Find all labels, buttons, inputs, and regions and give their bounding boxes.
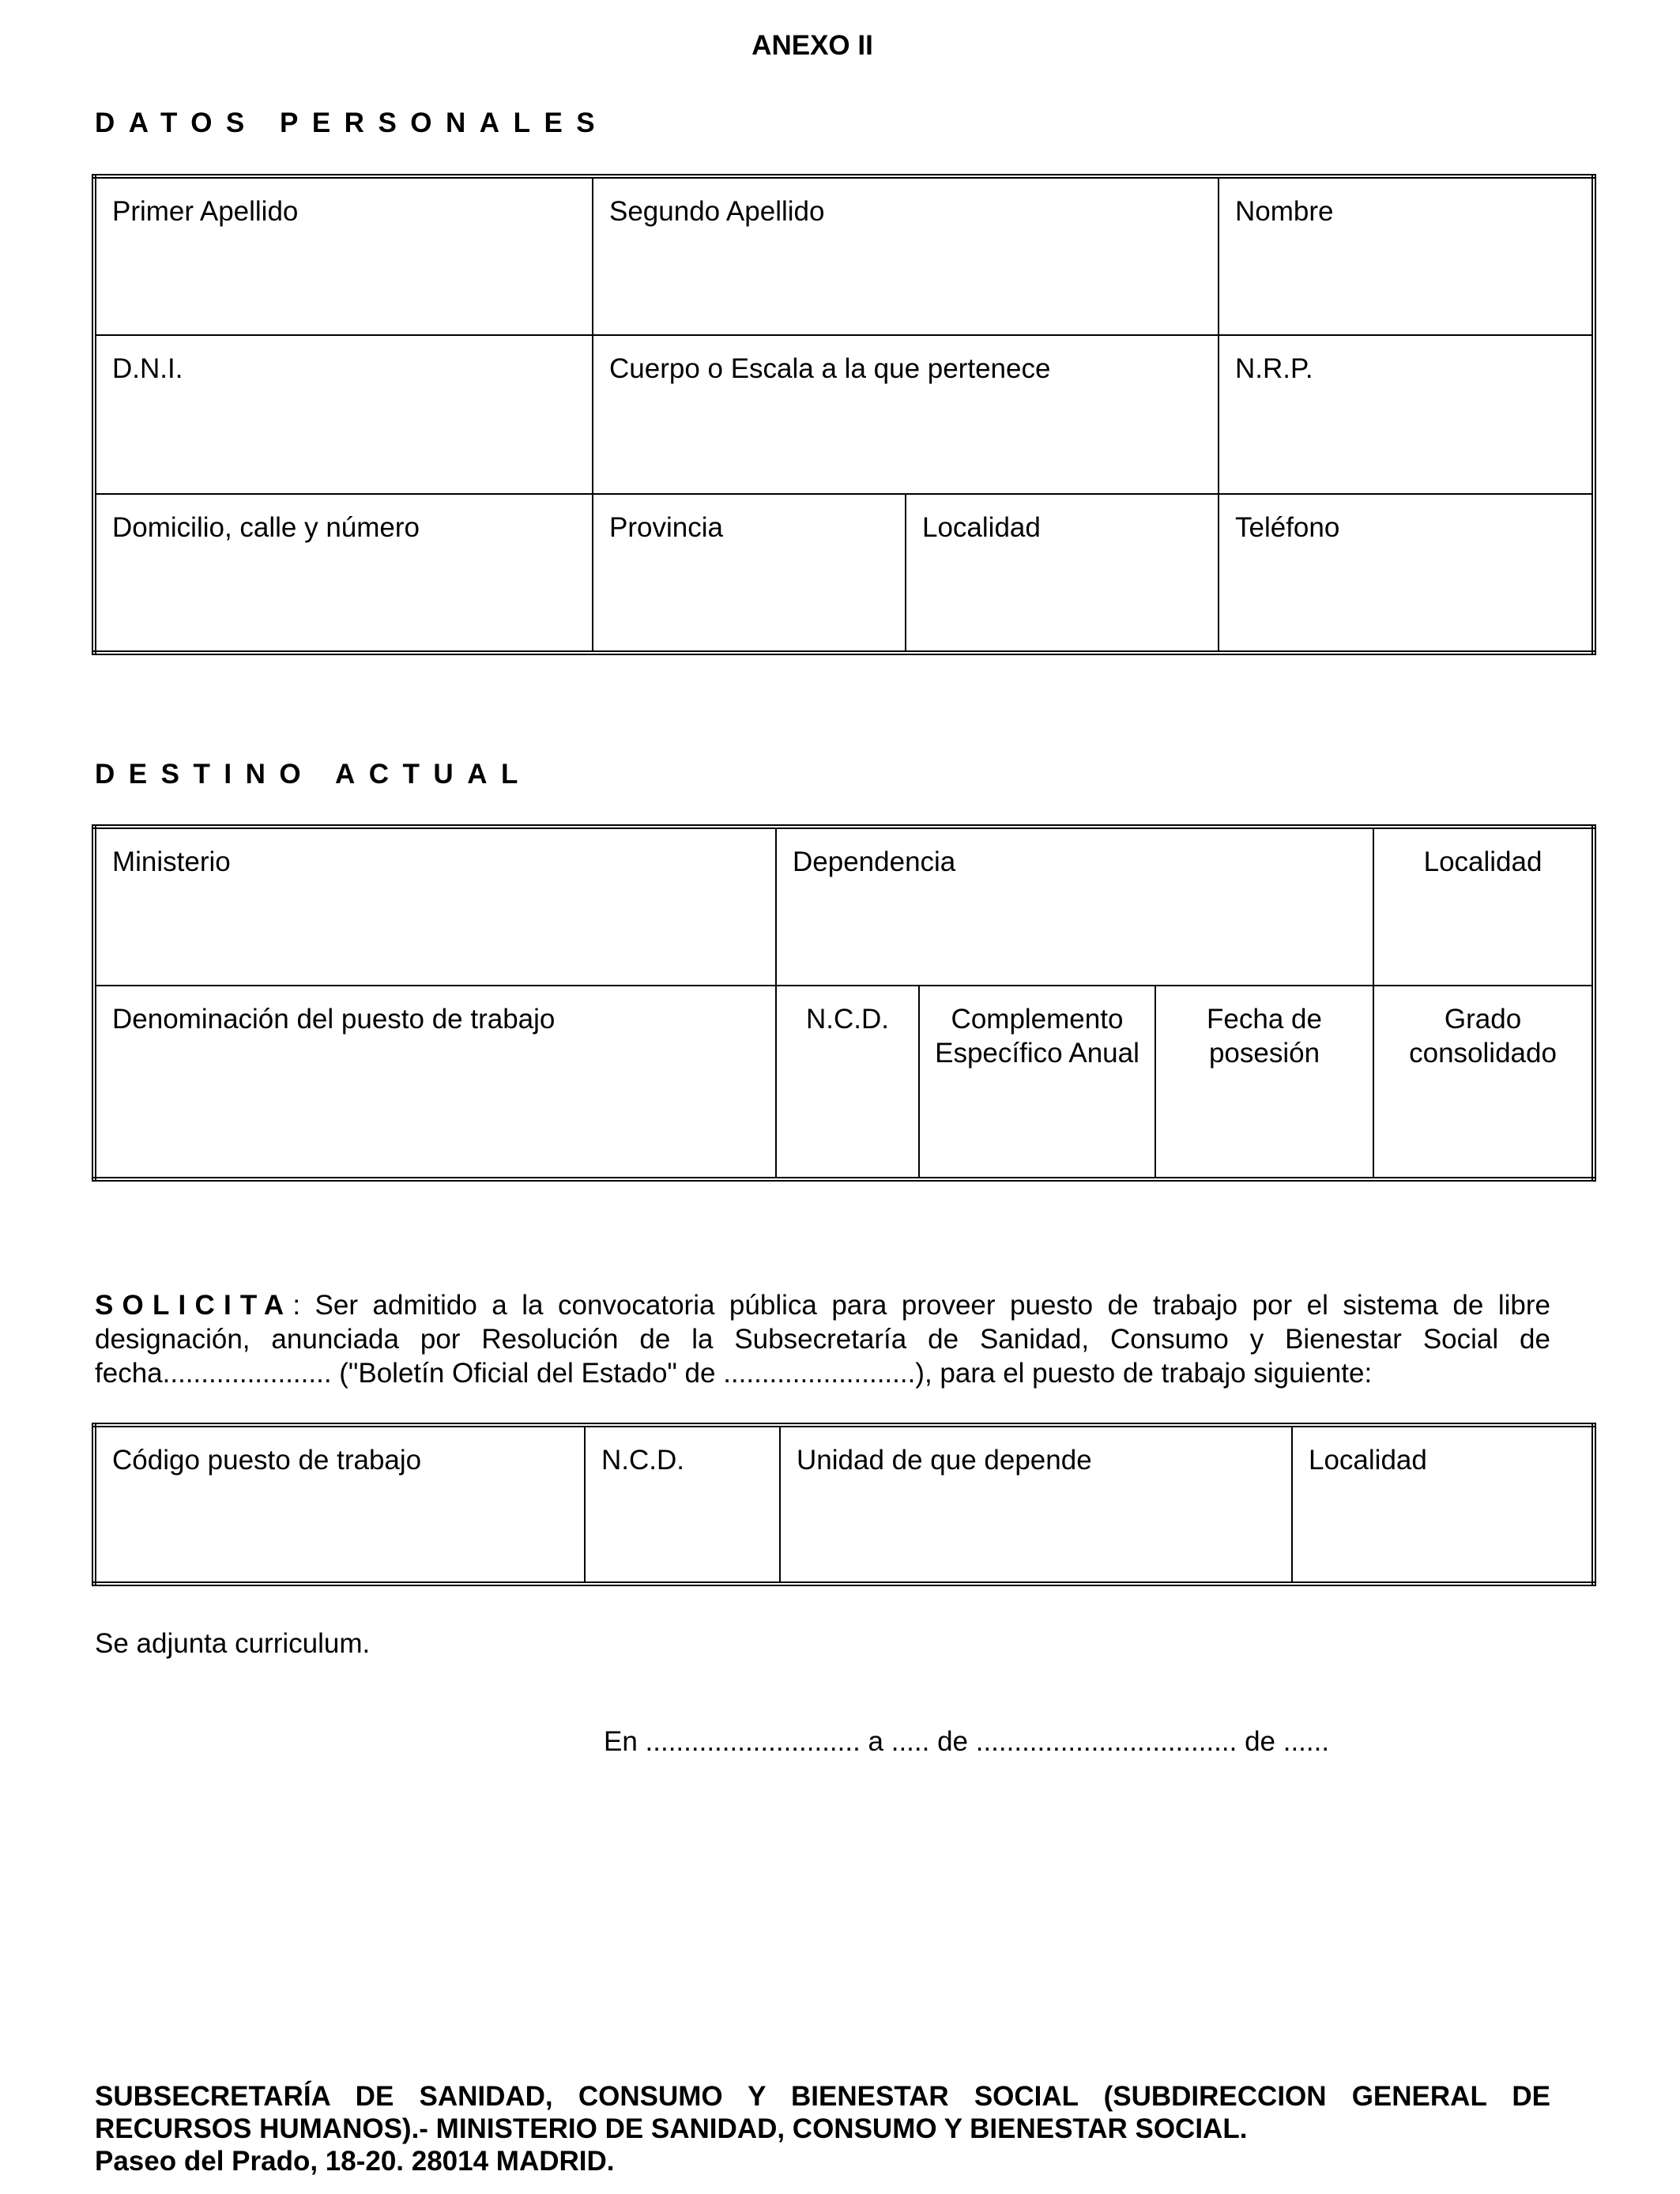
field-nombre[interactable]: [1219, 176, 1594, 335]
field-label: Localidad: [1423, 846, 1543, 877]
table-row: [94, 494, 1594, 653]
field-label: Teléfono: [1235, 512, 1340, 543]
section-heading-destino-actual: DESTINO ACTUAL: [95, 759, 532, 790]
footer-street: Paseo del Prado, 18-20. 28014 MADRID.: [95, 2146, 615, 2177]
attachment-note: Se adjunta curriculum.: [95, 1628, 371, 1659]
table-row: [94, 827, 1594, 986]
datos-personales-table: [92, 174, 1596, 655]
field-unidad-depende[interactable]: [780, 1425, 1292, 1584]
field-label: Complemento Específico Anual: [935, 1004, 1139, 1069]
field-fecha-posesion[interactable]: [1155, 986, 1373, 1179]
field-cuerpo-escala[interactable]: [593, 335, 1219, 494]
table-row: [94, 176, 1594, 335]
table-row: [94, 986, 1594, 1179]
field-provincia[interactable]: [593, 494, 906, 653]
field-nrp[interactable]: [1219, 335, 1594, 494]
field-segundo-apellido[interactable]: [593, 176, 1219, 335]
field-label: D.N.I.: [112, 353, 183, 384]
solicita-paragraph: [95, 1288, 1550, 1390]
field-ncd[interactable]: [776, 986, 919, 1179]
field-label: Unidad de que depende: [797, 1445, 1092, 1476]
field-denominacion-puesto[interactable]: [94, 986, 776, 1179]
field-label: Localidad: [922, 512, 1041, 543]
field-label: Ministerio: [112, 846, 231, 877]
field-telefono[interactable]: [1219, 494, 1594, 653]
solicita-label: SOLICITA: [95, 1290, 293, 1321]
field-label: Denominación del puesto de trabajo: [112, 1004, 556, 1035]
field-label: Fecha de posesión: [1207, 1004, 1322, 1069]
field-domicilio[interactable]: [94, 494, 593, 653]
field-label: N.C.D.: [806, 1004, 889, 1035]
table-row: [94, 335, 1594, 494]
date-line: En ............................ a ..... de .................................. de ......: [604, 1726, 1330, 1757]
puesto-solicitado-table: [92, 1423, 1596, 1586]
field-label: Código puesto de trabajo: [112, 1445, 422, 1476]
field-ncd[interactable]: [585, 1425, 780, 1584]
field-label: Dependencia: [793, 846, 956, 877]
page-title: ANEXO II: [751, 30, 873, 61]
field-label: Cuerpo o Escala a la que pertenece: [609, 353, 1051, 384]
solicita-text: : Ser admitido a la convocatoria pública para proveer puesto de trabajo por el sistema de libre designación, anunciada por Resolución de la Subsecretaría de Sanidad, Consumo y Bienestar Social de fecha...................... ("Boletín Oficial del Estado" de .........................), para el puesto de trabajo siguiente:: [95, 1290, 1550, 1389]
destino-actual-table: [92, 824, 1596, 1182]
field-label: Provincia: [609, 512, 723, 543]
field-label: Localidad: [1309, 1445, 1427, 1476]
field-localidad[interactable]: [906, 494, 1219, 653]
field-codigo-puesto[interactable]: [94, 1425, 585, 1584]
field-localidad[interactable]: [1373, 827, 1594, 986]
field-complemento-especifico[interactable]: [919, 986, 1155, 1179]
field-dependencia[interactable]: [776, 827, 1373, 986]
field-label: N.C.D.: [601, 1445, 684, 1476]
field-ministerio[interactable]: [94, 827, 776, 986]
footer-address: [95, 2080, 1550, 2177]
field-label: N.R.P.: [1235, 353, 1313, 384]
field-localidad[interactable]: [1292, 1425, 1594, 1584]
field-label: Nombre: [1235, 196, 1334, 227]
field-dni[interactable]: [94, 335, 593, 494]
table-row: [94, 1425, 1594, 1584]
footer-organization: SUBSECRETARÍA DE SANIDAD, CONSUMO Y BIENESTAR SOCIAL (SUBDIRECCION GENERAL DE RECURSOS HUMANOS).- MINISTERIO DE SANIDAD, CONSUMO Y BIENESTAR SOCIAL.: [95, 2081, 1550, 2144]
field-label: Primer Apellido: [112, 196, 299, 227]
field-grado-consolidado[interactable]: [1373, 986, 1594, 1179]
field-label: Grado consolidado: [1409, 1004, 1557, 1069]
field-primer-apellido[interactable]: [94, 176, 593, 335]
section-heading-datos-personales: DATOS PERSONALES: [95, 107, 609, 138]
field-label: Segundo Apellido: [609, 196, 825, 227]
field-label: Domicilio, calle y número: [112, 512, 420, 543]
